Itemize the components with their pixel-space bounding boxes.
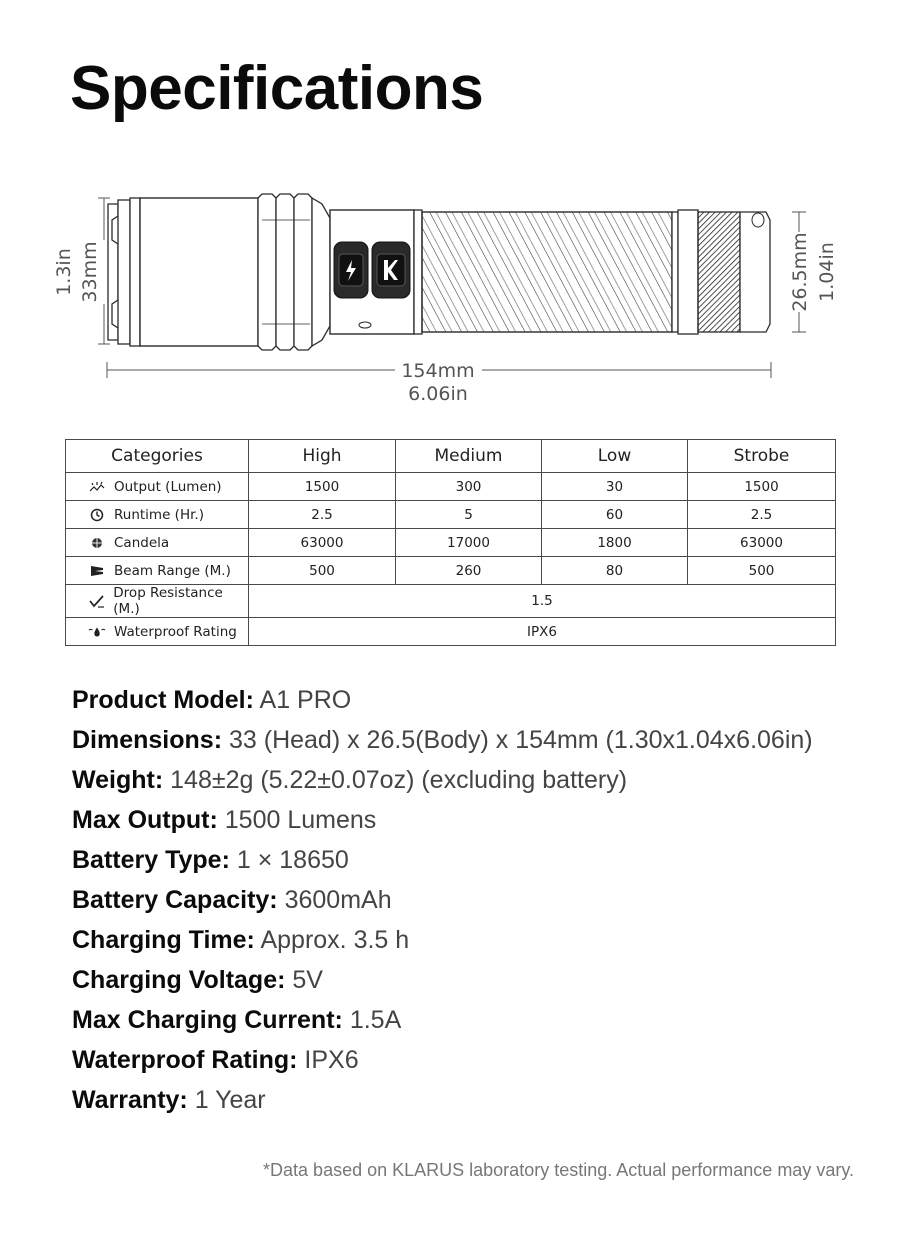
row-label: Candela (114, 534, 170, 551)
spec-battery-capacity: Battery Capacity: 3600mAh (72, 886, 392, 914)
page-title: Specifications (70, 54, 484, 123)
table-row-waterproof (66, 618, 836, 646)
header-low: Low (542, 440, 688, 473)
cell-value: 500 (249, 557, 396, 585)
cell-value: 1500 (249, 473, 396, 501)
cell-value: 5 (396, 501, 542, 529)
cell-value: 500 (688, 557, 836, 585)
spec-battery-type: Battery Type: 1 × 18650 (72, 846, 349, 874)
spec-list (72, 680, 813, 1120)
table-header-row (66, 440, 836, 473)
header-medium: Medium (396, 440, 542, 473)
output-icon (88, 480, 106, 494)
cell-value: 60 (542, 501, 688, 529)
footnote: *Data based on KLARUS laboratory testing. Actual performance may vary. (263, 1160, 854, 1180)
table-row-runtime (66, 501, 836, 529)
cell-value: 80 (542, 557, 688, 585)
table-row-output (66, 473, 836, 501)
flashlight-dimension-diagram (0, 180, 900, 420)
cell-value: 1800 (542, 529, 688, 557)
row-label: Output (Lumen) (114, 478, 222, 495)
spec-charging-time: Charging Time: Approx. 3.5 h (72, 926, 410, 954)
cell-value: 63000 (249, 529, 396, 557)
waterproof-icon (88, 625, 106, 639)
cell-value: IPX6 (249, 618, 836, 646)
spec-max-output: Max Output: 1500 Lumens (72, 806, 377, 834)
spec-max-charging-current: Max Charging Current: 1.5A (72, 1006, 402, 1034)
header-strobe: Strobe (688, 440, 836, 473)
cell-value: 1.5 (249, 585, 836, 618)
spec-charging-voltage: Charging Voltage: 5V (72, 966, 323, 994)
spec-product-model: Product Model: A1 PRO (72, 686, 352, 714)
body-dimension (789, 212, 838, 332)
candela-icon (88, 536, 106, 550)
row-label: Runtime (Hr.) (114, 506, 204, 523)
cell-value: 300 (396, 473, 542, 501)
spec-warranty: Warranty: 1 Year (72, 1086, 266, 1114)
cell-value: 2.5 (688, 501, 836, 529)
head-height-mm: 33mm (79, 241, 101, 303)
header-categories: Categories (66, 440, 249, 473)
length-dimension (107, 360, 771, 405)
runtime-icon (88, 508, 106, 522)
cell-value: 2.5 (249, 501, 396, 529)
table-row-drop-resistance (66, 585, 836, 618)
spec-dimensions: Dimensions: 33 (Head) x 26.5(Body) x 154mm (1.30x1.04x6.06in) (72, 726, 813, 754)
cell-value: 63000 (688, 529, 836, 557)
cell-value: 17000 (396, 529, 542, 557)
body-height-mm: 26.5mm (789, 232, 811, 312)
body-height-in: 1.04in (816, 242, 838, 302)
head-height-in: 1.3in (53, 248, 75, 296)
row-label: Drop Resistance (M.) (113, 585, 223, 617)
table-row-candela (66, 529, 836, 557)
row-label: Waterproof Rating (114, 623, 237, 640)
row-label: Beam Range (M.) (114, 562, 231, 579)
beam-range-icon (88, 564, 106, 578)
drop-resistance-icon (88, 594, 105, 608)
flashlight-drawing (108, 194, 770, 350)
spec-weight: Weight: 148±2g (5.22±0.07oz) (excluding battery) (72, 766, 628, 794)
performance-table (65, 439, 836, 646)
length-mm: 154mm (401, 360, 475, 382)
spec-waterproof-rating: Waterproof Rating: IPX6 (72, 1046, 359, 1074)
head-dimension (53, 198, 110, 344)
header-high: High (249, 440, 396, 473)
cell-value: 1500 (688, 473, 836, 501)
cell-value: 30 (542, 473, 688, 501)
length-in: 6.06in (408, 383, 468, 405)
cell-value: 260 (396, 557, 542, 585)
table-row-beam-range (66, 557, 836, 585)
